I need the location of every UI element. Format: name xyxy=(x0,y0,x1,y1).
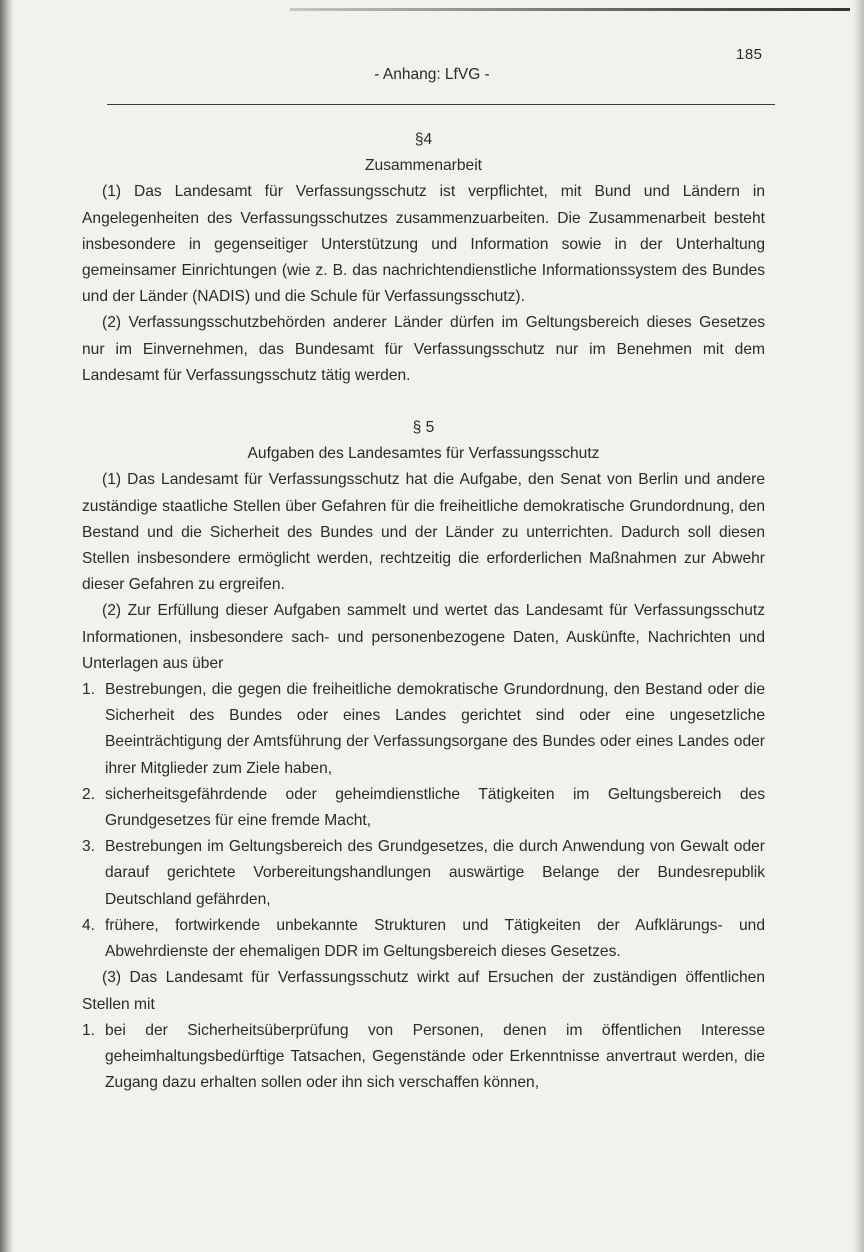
numbered-list xyxy=(82,677,765,965)
page-edge-left xyxy=(0,0,14,1252)
paragraph: (1) Das Landesamt für Verfassungsschutz hat die Aufgabe, den Senat von Berlin und andere zuständige staatliche Stellen über Gefahren für die freiheitliche demokratische Grundordnung, den Bestand und die Sicherheit des Bundes und der Länder zu unterrichten. Dadurch soll diesen Stellen insbesondere ermöglicht werden, rechtzeitig die erforderlichen Maßnahmen zur Abwehr dieser Gefahren zu ergreifen. xyxy=(82,471,765,594)
list-item-number: 2. xyxy=(82,785,96,803)
section-number: § 5 xyxy=(412,419,435,437)
list-item-number: 1. xyxy=(82,681,96,699)
header-divider xyxy=(107,104,775,105)
paragraph: (3) Das Landesamt für Verfassungsschutz wirkt auf Ersuchen der zuständigen öffentlichen Stellen mit xyxy=(82,969,765,1013)
paragraph: (2) Verfassungsschutzbehörden anderer Länder dürfen im Geltungsbereich dieses Gesetzes nur im Einvernehmen, das Bundesamt für Verfassungsschutz nur im Benehmen mit dem Landesamt für Verfassungsschutz tätig werden. xyxy=(82,314,765,384)
list-item-text: bei der Sicherheitsüberprüfung von Personen, denen im öffentlichen Interesse geheimhaltungsbedürftige Tatsachen, Gegenstände oder Erkenntnisse anvertraut werden, die Zugang dazu erhalten sollen oder ihn sich verschaffen können, xyxy=(105,1021,765,1092)
numbered-list xyxy=(82,1018,765,1097)
list-item-text: sicherheitsgefährdende oder geheimdienstliche Tätigkeiten im Geltungsbereich des Grundgesetzes für eine fremde Macht, xyxy=(105,785,765,830)
section-gap xyxy=(82,389,765,415)
list-item-text: Bestrebungen im Geltungsbereich des Grundgesetzes, die durch Anwendung von Gewalt oder darauf gerichtete Vorbereitungshandlungen auswärtige Belange der Bundesrepublik Deutschland gefährden, xyxy=(105,838,765,908)
list-item-text: frühere, fortwirkende unbekannte Strukturen und Tätigkeiten der Aufklärungs- und Abwehrdienste der ehemaligen DDR im Geltungsbereich dieses Gesetzes. xyxy=(105,916,765,961)
list-item xyxy=(82,677,765,782)
section-5 xyxy=(82,415,765,1096)
list-item xyxy=(82,782,765,834)
list-item xyxy=(82,834,765,913)
page-number: 185 xyxy=(736,46,763,63)
section-number: §4 xyxy=(414,131,433,148)
paragraph: (2) Zur Erfüllung dieser Aufgaben sammelt und wertet das Landesamt für Verfassungsschutz Informationen, insbesondere sach- und personenbezogene Daten, Auskünfte, Nachrichten und Unterlagen aus über xyxy=(82,602,765,672)
list-item xyxy=(82,913,765,965)
section-4 xyxy=(82,127,765,389)
section-title: Aufgaben des Landesamtes für Verfassungsschutz xyxy=(247,445,600,463)
list-item-number: 1. xyxy=(82,1021,96,1039)
page-edge-right xyxy=(852,0,864,1252)
list-item-number: 4. xyxy=(82,916,96,934)
running-head: - Anhang: LfVG - xyxy=(374,66,490,83)
paragraph: (1) Das Landesamt für Verfassungsschutz ist verpflichtet, mit Bund und Ländern in Angelegenheiten des Verfassungsschutzes zusammenzuarbeiten. Die Zusammenarbeit besteht insbesondere in gegenseitiger Unterstützung und Information sowie in der Unterhaltung gemeinsamer Einrichtungen (wie z. B. das nachrichtendienstliche Informationssystem des Bundes und der Länder (NADIS) und die Schule für Verfassungsschutz). xyxy=(82,183,765,306)
section-title: Zusammenarbeit xyxy=(365,157,482,175)
top-edge-rule xyxy=(290,8,850,11)
page-body xyxy=(82,127,765,1096)
list-item xyxy=(82,1018,765,1097)
list-item-number: 3. xyxy=(82,838,96,856)
list-item-text: Bestrebungen, die gegen die freiheitliche demokratische Grundordnung, den Bestand oder die Sicherheit des Bundes oder eines Landes gerichtet sind oder eine ungesetzliche Beeinträchtigung der Amtsführung der Verfassungsorgane des Bundes oder eines Landes oder ihrer Mitglieder zum Ziele haben, xyxy=(105,681,765,777)
